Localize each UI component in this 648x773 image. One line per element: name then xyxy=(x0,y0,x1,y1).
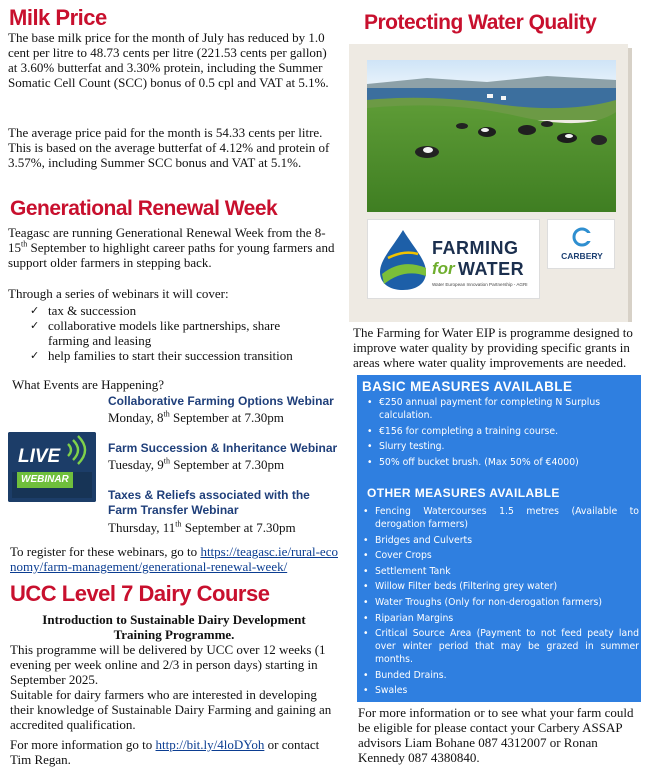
ucc-paragraph-1: This programme will be delivered by UCC over 12 weeks (1 evening per week online and 2/3 in person days) starting in September 2025. xyxy=(10,642,326,687)
ucc-course-heading: UCC Level 7 Dairy Course xyxy=(10,581,270,606)
live-label: LIVE xyxy=(18,446,61,467)
event-title-taxes: Taxes & Reliefs associated with the Farm Transfer Webinar xyxy=(108,488,310,517)
event-date-succession: Tuesday, 9th September at 7.30pm xyxy=(108,456,285,472)
logo-water-text: WATER xyxy=(458,259,525,279)
other-measures-list xyxy=(361,505,639,700)
live-webinar-badge xyxy=(8,432,96,502)
other-measure-item: • Bridges and Culverts xyxy=(361,534,639,547)
topic-item: ✓ tax & succession xyxy=(28,303,318,318)
ucc-info-link[interactable]: http://bit.ly/4loDYoh xyxy=(155,737,265,752)
measures-box xyxy=(357,375,641,702)
carbery-mark-icon xyxy=(572,227,592,247)
event-title-succession: Farm Succession & Inheritance Webinar xyxy=(108,441,338,455)
basic-measures-heading: BASIC MEASURES AVAILABLE xyxy=(362,379,573,394)
ucc-paragraph-2: Suitable for dairy farmers who are interested in developing their knowledge of Sustainable Dairy Farming and gaining an accredited qualification. xyxy=(10,687,332,732)
water-panel-shadow xyxy=(628,48,632,322)
water-quality-heading: Protecting Water Quality xyxy=(364,11,597,34)
basic-measures-list xyxy=(365,396,635,471)
webinar-topics-list xyxy=(28,303,318,363)
other-measure-item: • Willow Filter beds (Filtering grey water) xyxy=(361,580,639,593)
other-measure-item: • Water Troughs (Only for non-derogation farmers) xyxy=(361,596,639,609)
carbery-text: CARBERY xyxy=(561,251,603,261)
renewal-intro: Teagasc are running Generational Renewal Week from the 8-15th September to highlight career paths for young farmers and support older farmers in stepping back. xyxy=(8,225,335,270)
other-measure-item: • Fencing Watercourses 1.5 metres (Available to derogation farmers) xyxy=(361,505,639,531)
generational-renewal-heading: Generational Renewal Week xyxy=(10,197,278,220)
other-measure-item: • Riparian Margins xyxy=(361,612,639,625)
basic-measure-item: • Slurry testing. xyxy=(365,440,635,453)
ucc-paragraph-3: For more information go to http://bit.ly/4loDYoh or contact Tim Regan. xyxy=(10,737,320,767)
landscape-illustration xyxy=(367,60,616,212)
event-date-collaborative: Monday, 8th September at 7.30pm xyxy=(108,409,284,425)
basic-measure-item: • 50% off bucket brush. (Max 50% of €4000) xyxy=(365,456,635,469)
farm-landscape-photo xyxy=(367,60,616,212)
milk-price-paragraph-1: The base milk price for the month of July has reduced by 1.0 cent per litre to 48.73 cents per litre (221.53 cents per gallon) at 3.60% butterfat and 3.30% protein, including the Summer Somatic Cell Count (SCC) bonus of 0.5 cpl and VAT at 5.1%. xyxy=(8,30,329,90)
other-measure-item: • Critical Source Area (Payment to not feed peaty land over winter period that may be grazed in summer months. xyxy=(361,627,639,666)
topic-item: ✓ collaborative models like partnerships, share farming and leasing xyxy=(28,318,318,348)
basic-measure-item: • €156 for completing a training course. xyxy=(365,425,635,438)
basic-measure-item: • €250 annual payment for completing N Surplus calculation. xyxy=(365,396,635,422)
register-paragraph: To register for these webinars, go to https://teagasc.ie/rural-economy/farm-management/generational-renewal-week/ xyxy=(10,544,338,574)
other-measures-heading: OTHER MEASURES AVAILABLE xyxy=(367,486,560,500)
event-date-taxes: Thursday, 11th September at 7.30pm xyxy=(108,519,296,535)
carbery-logo xyxy=(547,219,615,269)
water-contact-paragraph: For more information or to see what your farm could be eligible for please contact your Carbery ASSAP advisors Liam Bohane 087 4312007 or Ronan Kennedy 087 4380840. xyxy=(358,705,634,765)
webinar-intro: Through a series of webinars it will cover: xyxy=(8,286,229,301)
register-link[interactable]: https://teagasc.ie/rural-economy/farm-management/generational-renewal-week/ xyxy=(10,544,338,574)
milk-price-heading: Milk Price xyxy=(9,5,107,30)
other-measure-item: • Cover Crops xyxy=(361,549,639,562)
other-measure-item: • Settlement Tank xyxy=(361,565,639,578)
farming-for-water-logo xyxy=(367,219,540,299)
event-title-collaborative: Collaborative Farming Options Webinar xyxy=(108,394,334,408)
live-badge-graphic xyxy=(8,432,96,502)
milk-price-paragraph-2: The average price paid for the month is 54.33 cents per litre. This is based on the average butterfat of 4.12% and protein of 3.57%, including Summer SCC bonus and VAT at 5.1%. xyxy=(8,125,330,170)
events-heading: What Events are Happening? xyxy=(12,377,164,392)
water-drop-icon xyxy=(374,228,432,292)
logo-for-text: for xyxy=(432,259,455,278)
logo-farming-text: FARMING xyxy=(432,238,519,258)
other-measure-item: • Bunded Drains. xyxy=(361,669,639,682)
logo-subtitle: Water European Innovation Partnership - AGRI xyxy=(432,282,528,287)
webinar-label: WEBINAR xyxy=(17,472,73,488)
other-measure-item: • Swales xyxy=(361,684,639,697)
topic-item: ✓ help families to start their succession transition xyxy=(28,348,318,363)
water-eip-intro: The Farming for Water EIP is programme designed to improve water quality by providing specific grants in areas where water quality improvements are needed. xyxy=(353,325,633,370)
ucc-subtitle: Introduction to Sustainable Dairy Development Training Programme. xyxy=(42,612,306,642)
